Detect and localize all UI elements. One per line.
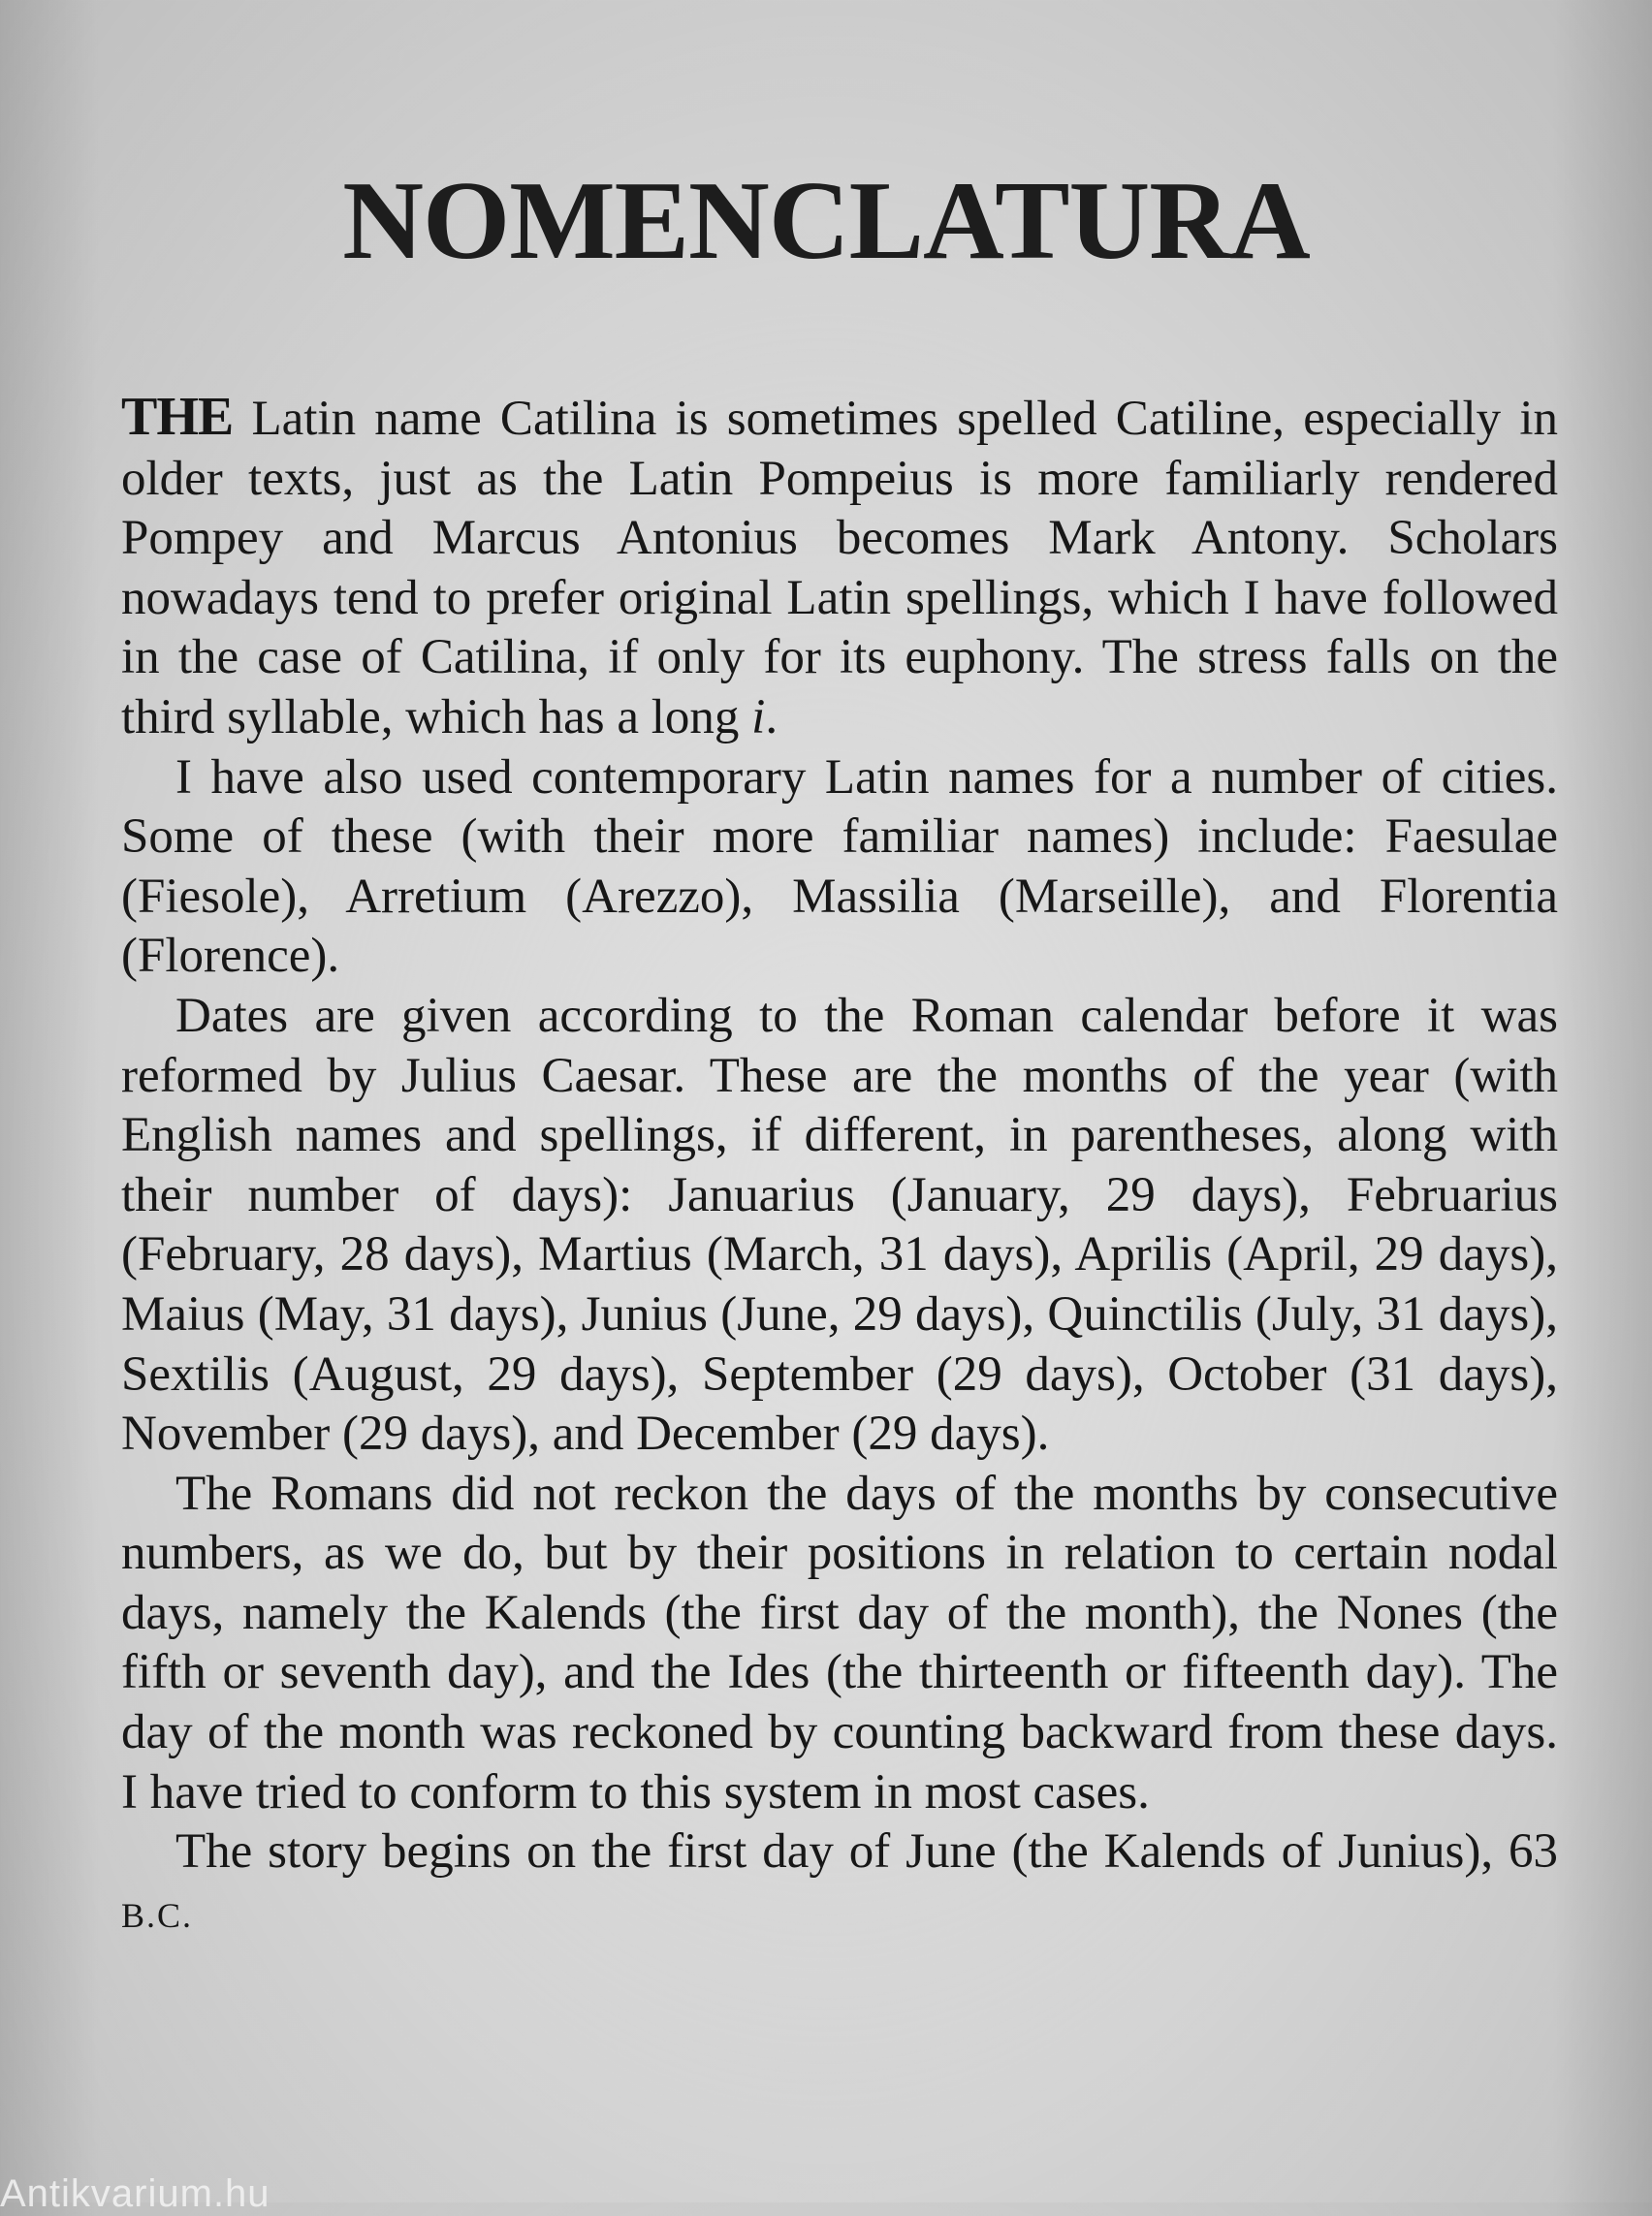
paragraph-1-text: Latin name Catilina is sometimes spelled Catiline, especially in older texts, just as the Latin Pompeius is more familiarly rendered Pompey and Marcus Antonius becomes Mark Antony. Scholars nowadays tend to prefer original Latin spellings, which I have followed in the case of Catilina, if only for its euphony. The stress falls on the third syllable, which has a long (121, 392, 1558, 744)
body-text (121, 388, 1558, 1946)
era-abbreviation: B.C. (121, 1895, 194, 1935)
paragraph-5-text: The story begins on the first day of June (the Kalends of Junius), 63 (175, 1824, 1558, 1880)
paragraph-3: Dates are given according to the Roman calendar before it was reformed by Julius Caesar. These are the months of the year (with English names and spellings, if different, in parentheses, along with their number of days): Januarius (January, 29 days), Februarius (February, 28 days), Martius (March, 31 days), Aprilis (April, 29 days), Maius (May, 31 days), Junius (June, 29 days), Quinctilis (July, 31 days), Sextilis (August, 29 days), September (29 days), October (31 days), November (29 days), and December (29 days). (121, 988, 1558, 1462)
italic-letter: i (751, 689, 766, 744)
paragraph-2: I have also used contemporary Latin names for a number of cities. Some of these (with their more familiar names) include: Faesulae (Fiesole), Arretium (Arezzo), Massilia (Marseille), and Florentia (Florence). (121, 749, 1558, 984)
watermark: Antikvarium.hu (0, 2172, 270, 2215)
paragraph-5 (121, 1822, 1558, 1946)
lead-word: THE (121, 387, 234, 447)
paragraph-1-end: . (765, 689, 778, 744)
paragraph-1 (121, 388, 1558, 748)
page-title: NOMENCLATURA (342, 158, 1310, 283)
paragraph-4: The Romans did not reckon the days of the months by consecutive numbers, as we do, but by their positions in relation to certain nodal days, namely the Kalends (the first day of the month), the Nones (the fifth or seventh day), and the Ides (the thirteenth or fifteenth day). The day of the month was reckoned by counting backward from these days. I have tried to conform to this system in most cases. (121, 1466, 1558, 1820)
